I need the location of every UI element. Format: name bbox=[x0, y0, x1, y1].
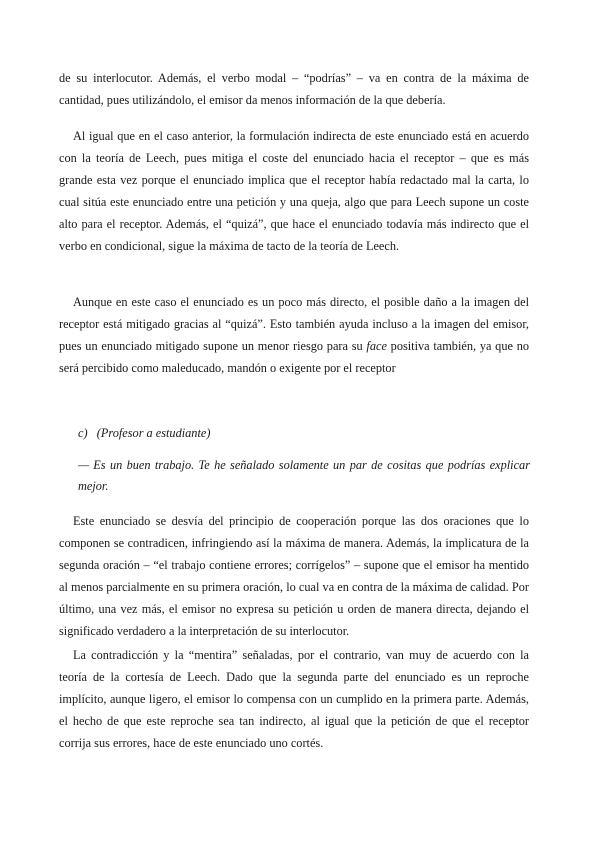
paragraph-3 bbox=[59, 291, 529, 379]
example-quote: — Es un buen trabajo. Te he señalado solamente un par de cositas que podrías explicar mejor. bbox=[78, 458, 530, 493]
list-marker: c) bbox=[78, 426, 88, 440]
paragraph-3-italic-term: face bbox=[366, 339, 387, 353]
paragraph-2: Al igual que en el caso anterior, la formulación indirecta de este enunciado está en acuerdo con la teoría de Leech, pues mitiga el coste del enunciado hacia el receptor – que es más grande esta vez porque el enunciado implica que el receptor había redactado mal la carta, lo cual sitúa este enunciado entre una petición y una queja, algo que para Leech supone un coste alto para el receptor. Además, el “quizá”, que hace el enunciado todavía más indirecto que el verbo en condicional, sigue la máxima de tacto de la teoría de Leech. bbox=[59, 129, 529, 253]
paragraph-1: de su interlocutor. Además, el verbo modal – “podrías” – va en contra de la máxima de cantidad, pues utilizándolo, el emisor da menos información de la que debería. bbox=[59, 71, 529, 107]
paragraph-4: Este enunciado se desvía del principio de cooperación porque las dos oraciones que lo componen se contradicen, infringiendo así la máxima de manera. Además, la implicatura de la segunda oración – “el trabajo contiene errores; corrígelos” – supone que el emisor ha mentido al menos parcialmente en su primera oración, lo cual va en contra de la máxima de calidad. Por último, una vez más, el emisor no expresa su petición u orden de manera directa, dejando el significado verdadero a la interpretación de su interlocutor. bbox=[59, 514, 529, 638]
paragraph-3-text-start: Aunque en este caso el enunciado es un poco más directo, el posible daño a la imagen del receptor está mitigado gracias al “quizá”. Esto también ayuda incluso a la imagen del emisor, pues un enunciado mitigado supone un menor riesgo para su bbox=[59, 295, 529, 353]
paragraph-3-text-end: positiva también, ya que no será percibido como maleducado, mandón o exigente por el receptor bbox=[59, 339, 530, 375]
example-list-item bbox=[78, 423, 538, 443]
paragraph-5: La contradicción y la “mentira” señaladas, por el contrario, van muy de acuerdo con la teoría de la cortesía de Leech. Dado que la segunda parte del enunciado es un reproche implícito, aunque ligero, el emisor lo compensa con un cumplido en la primera parte. Además, el hecho de que este reproche sea tan indirecto, al igual que la petición de que el receptor corrija sus errores, hace de este enunciado uno cortés. bbox=[59, 648, 529, 750]
list-label: (Profesor a estudiante) bbox=[96, 426, 211, 440]
